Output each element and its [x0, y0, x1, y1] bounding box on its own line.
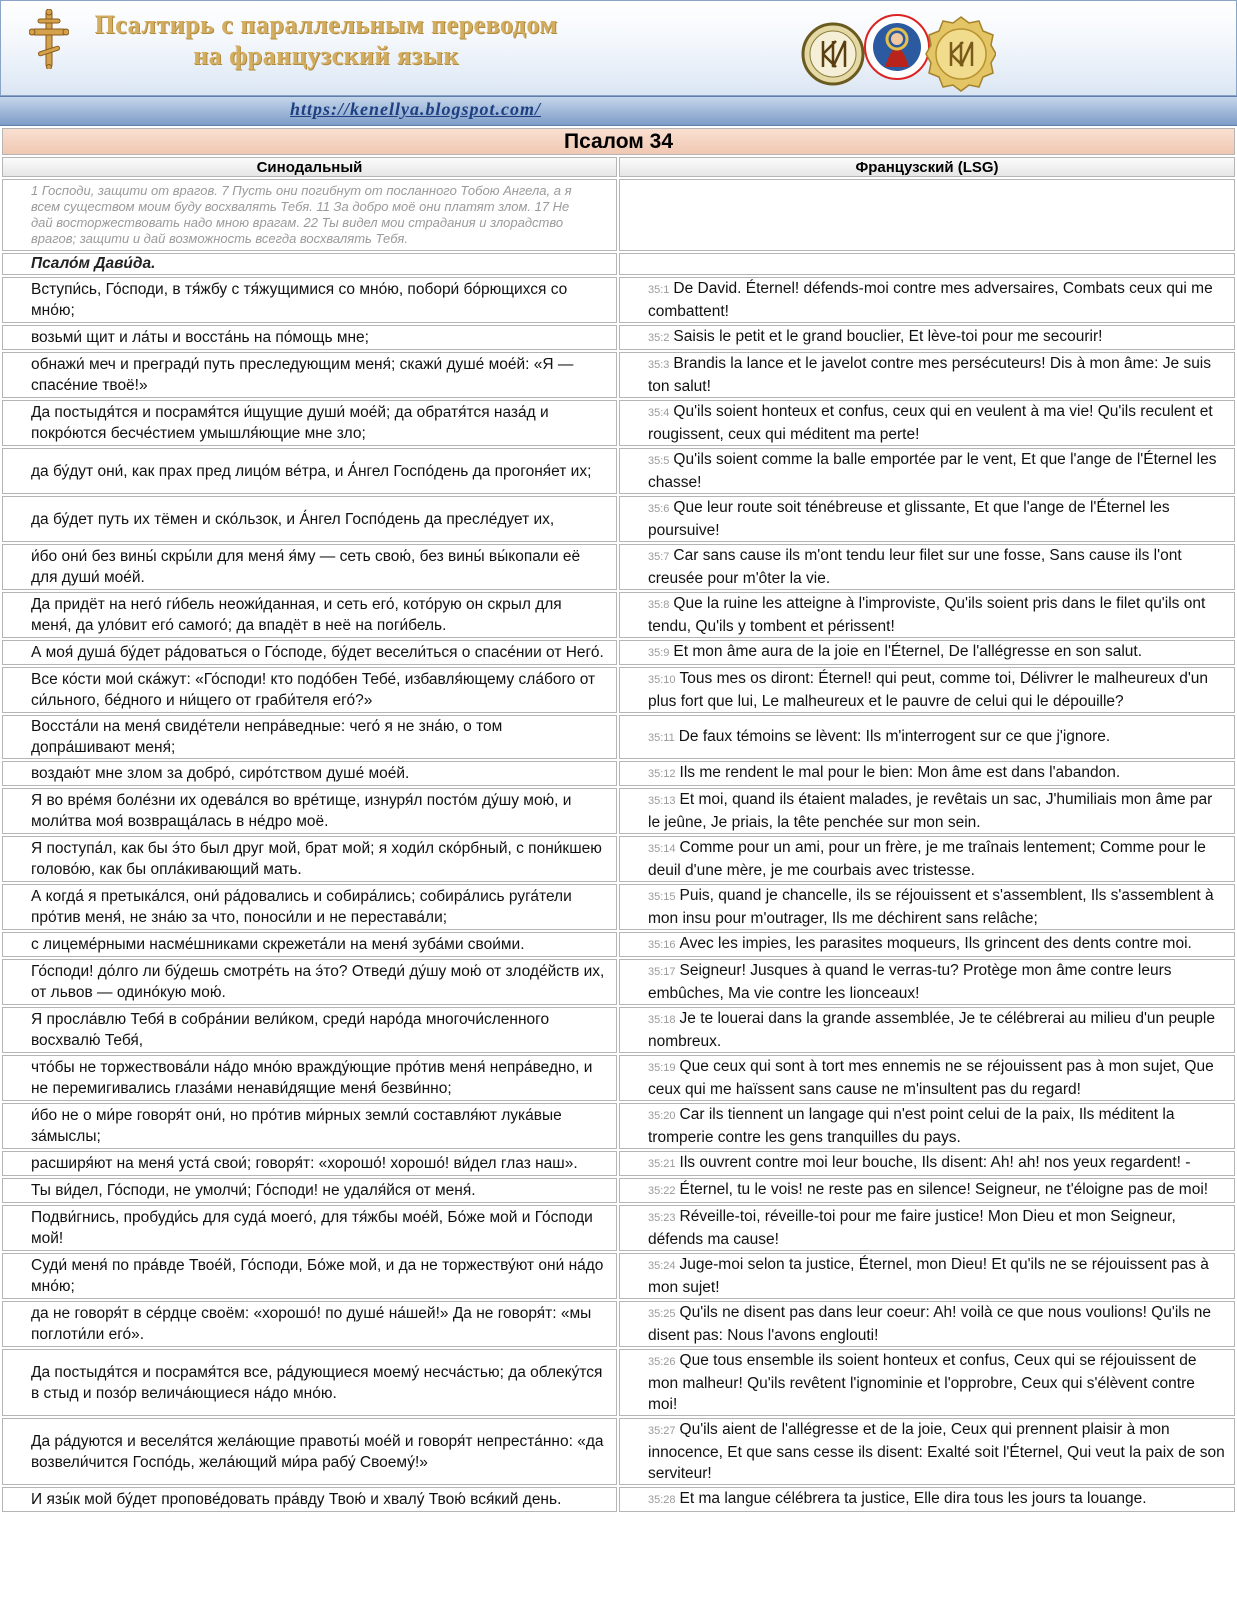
french-verse-cell: [619, 1349, 1235, 1416]
verse-number: 35:10: [648, 674, 676, 686]
verse-row: [2, 1178, 1235, 1203]
french-verse-cell: [619, 1301, 1235, 1347]
french-verse-text: Qu'ils ne disent pas dans leur coeur: Ah! voilà ce que nous voulions! Qu'ils ne disent pas: Nous l'avons englouti!: [648, 1304, 1212, 1344]
verse-row: [2, 1103, 1235, 1149]
verse-row: [2, 1007, 1235, 1053]
verse-row: [2, 277, 1235, 323]
verse-row: [2, 959, 1235, 1005]
french-verse-cell: [619, 592, 1235, 638]
french-verse-cell: [619, 1205, 1235, 1251]
psalm-superscription: Псало́м Дави́да.: [2, 253, 617, 275]
verse-number: 35:14: [648, 843, 676, 855]
verse-number: 35:5: [648, 455, 670, 467]
french-verse-text: Saisis le petit et le grand bouclier, Et lève-toi pour me secourir!: [673, 328, 1103, 345]
synodal-verse-text: Восста́ли на меня́ свиде́тели непра́ведные: чего́ я не зна́ю, о том допра́шивают меня́;: [2, 715, 617, 759]
synodal-verse-text: Я просла́влю Тебя́ в собра́нии вели́ком, среди́ наро́да многочи́сленного восхвалю́ Тебя́,: [2, 1007, 617, 1053]
french-verse-cell: [619, 761, 1235, 786]
french-verse-text: De David. Éternel! défends-moi contre mes adversaires, Combats ceux qui me combattent!: [648, 280, 1213, 320]
verse-row: [2, 448, 1235, 494]
verse-number: 35:6: [648, 503, 670, 515]
verse-number: 35:18: [648, 1014, 676, 1026]
verse-row: [2, 1418, 1235, 1485]
summary-row: [2, 179, 1235, 251]
french-verse-text: Ils me rendent le mal pour le bien: Mon âme est dans l'abandon.: [679, 764, 1121, 781]
verse-row: [2, 496, 1235, 542]
french-verse-cell: [619, 544, 1235, 590]
french-verse-cell: [619, 1253, 1235, 1299]
french-verse-text: Je te louerai dans la grande assemblée, Je te célébrerai au milieu d'un peuple nombreux.: [648, 1010, 1215, 1050]
verse-row: [2, 932, 1235, 957]
verse-row: [2, 640, 1235, 665]
french-verse-text: Juge-moi selon ta justice, Éternel, mon Dieu! Et qu'ils ne se réjouissent pas à mon sujet!: [648, 1256, 1209, 1296]
french-verse-text: Seigneur! Jusques à quand le verras-tu? Protège mon âme contre leurs embûches, Ma vie contre les lionceaux!: [648, 962, 1172, 1002]
verse-number: 35:4: [648, 407, 670, 419]
site-title: [91, 9, 561, 71]
psalm-body: [2, 179, 1235, 1512]
synodal-verse-text: воздаю́т мне злом за добро́, сиро́тством душе́ мое́й.: [2, 761, 617, 786]
verse-row: [2, 592, 1235, 638]
french-verse-cell: [619, 1178, 1235, 1203]
french-verse-text: Éternel, tu le vois! ne reste pas en silence! Seigneur, ne t'éloigne pas de moi!: [679, 1181, 1209, 1198]
verse-row: [2, 1301, 1235, 1347]
verse-number: 35:26: [648, 1356, 676, 1368]
blog-url-link[interactable]: https://kenellya.blogspot.com/: [290, 99, 541, 119]
verse-number: 35:13: [648, 795, 676, 807]
verse-row: [2, 884, 1235, 930]
column-header-french: Французский (LSG): [619, 157, 1235, 177]
verse-number: 35:11: [648, 731, 675, 744]
verse-row: [2, 1253, 1235, 1299]
verse-number: 35:9: [648, 647, 670, 659]
verse-number: 35:12: [648, 768, 676, 780]
verse-row: [2, 1349, 1235, 1416]
synodal-verse-text: и́бо они́ без вины́ скры́ли для меня́ я́му — сеть свою́, без вины́ вы́копали её для души́ мое́й.: [2, 544, 617, 590]
synodal-verse-text: расширя́ют на меня́ уста́ свои́; говоря́т: «хорошо́! хорошо́! ви́дел глаз наш».: [2, 1151, 617, 1176]
french-verse-cell: [619, 496, 1235, 542]
verse-number: 35:23: [648, 1212, 676, 1224]
synodal-verse-text: Все ко́сти мои́ ска́жут: «Го́споди! кто подо́бен Тебе́, избавля́ющему сла́бого от си́льного, бе́дного и ни́щего от граби́теля его́?»: [2, 667, 617, 713]
synodal-verse-text: Да постыдя́тся и посрамя́тся все, ра́дующиеся моему́ несча́стью; да облеку́тся в стыд и позо́р велича́ющиеся на́до мно́ю.: [2, 1349, 617, 1416]
verse-number: 35:22: [648, 1185, 676, 1197]
verse-row: [2, 1151, 1235, 1176]
synodal-verse-text: И язы́к мой бу́дет пропове́довать пра́вду Твою́ и хвалу́ Твою́ вся́кий день.: [2, 1487, 617, 1512]
french-verse-text: Que tous ensemble ils soient honteux et confus, Ceux qui se réjouissent de mon malheur! Qu'ils revêtent l'ignominie et l'opprobre, Ceux qui s'élèvent contre moi!: [648, 1352, 1197, 1413]
french-verse-cell: [619, 1151, 1235, 1176]
psalm-summary: 1 Господи, защити от врагов. 7 Пусть они погибнут от посланного Тобою Ангела, а я всем существом моим буду восхвалять Тебя. 11 За добро моё они платят злом. 17 Не дай восторжествовать надо мною врагам. 22 Ты видел мои страдания и злорадство врагов; защити и дай возможность всегда восхвалять Тебя.: [2, 179, 617, 251]
french-verse-text: Car sans cause ils m'ont tendu leur filet sur une fosse, Sans cause ils l'ont creusée pour m'ôter la vie.: [648, 547, 1182, 587]
french-verse-cell: [619, 325, 1235, 350]
verse-number: 35:21: [648, 1158, 676, 1170]
superscription-empty-cell: [619, 253, 1235, 275]
synodal-verse-text: А когда́ я претыка́лся, они́ ра́довались и собира́лись; собира́лись руга́тели про́тив меня́, не зна́ю за что, поноси́ли и не перестава́ли;: [2, 884, 617, 930]
french-verse-text: Tous mes os diront: Éternel! qui peut, comme toi, Délivrer le malheureux d'un plus fort que lui, Le malheureux et le pauvre de celui qui le dépouille?: [648, 670, 1209, 710]
synodal-verse-text: Да ра́дуются и веселя́тся жела́ющие правоты́ мое́й и говоря́т непреста́нно: «да возвели́чится Госпо́дь, жела́ющий ми́ра рабу́ Своему́!»: [2, 1418, 617, 1485]
french-verse-cell: [619, 959, 1235, 1005]
french-verse-text: Avec les impies, les parasites moqueurs, Ils grincent des dents contre moi.: [679, 935, 1192, 952]
verse-row: [2, 761, 1235, 786]
french-verse-cell: [619, 1007, 1235, 1053]
verse-number: 35:17: [648, 966, 676, 978]
french-verse-cell: [619, 884, 1235, 930]
verse-number: 35:24: [648, 1260, 676, 1272]
summary-empty-cell: [619, 179, 1235, 251]
french-verse-text: Réveille-toi, réveille-toi pour me faire justice! Mon Dieu et mon Seigneur, défends ma cause!: [648, 1208, 1176, 1248]
synodal-verse-text: А моя́ душа́ бу́дет ра́доваться о Го́споде, бу́дет весели́ться о спасе́нии от Него́.: [2, 640, 617, 665]
french-verse-text: Puis, quand je chancelle, ils se réjouissent et s'assemblent, Ils s'assemblent à mon insu pour m'outrager, Ils me déchirent sans relâche;: [648, 887, 1214, 927]
french-verse-cell: [619, 1487, 1235, 1512]
french-verse-text: Que la ruine les atteigne à l'improviste, Qu'ils soient pris dans le filet qu'ils ont tendu, Qu'ils y tombent et périssent!: [648, 595, 1206, 635]
french-verse-cell: [619, 277, 1235, 323]
verse-number: 35:7: [648, 551, 670, 563]
site-title-line-1: Псалтирь с параллельным переводом: [94, 10, 558, 39]
verse-row: [2, 836, 1235, 882]
french-verse-text: Et ma langue célébrera ta justice, Elle dira tous les jours ta louange.: [679, 1490, 1147, 1507]
french-verse-cell: [619, 448, 1235, 494]
verse-row: [2, 667, 1235, 713]
synodal-verse-text: Подви́гнись, пробуди́сь для суда́ моего́, для тя́жбы мое́й, Бо́же мой и Го́споди мой!: [2, 1205, 617, 1251]
verse-row: [2, 325, 1235, 350]
psalm-table: [0, 126, 1237, 1514]
synodal-verse-text: Я во вре́мя боле́зни их одева́лся во вре́тище, изнуря́л посто́м ду́шу мою́, и моли́тва моя́ возвраща́лась в не́дро моё.: [2, 788, 617, 834]
verse-number: 35:2: [648, 332, 670, 344]
verse-row: [2, 544, 1235, 590]
french-verse-cell: [619, 667, 1235, 713]
verse-row: [2, 1055, 1235, 1101]
synodal-verse-text: и́бо не о ми́ре говоря́т они́, но про́тив ми́рных земли́ составля́ют лука́вые за́мыслы;: [2, 1103, 617, 1149]
french-verse-text: Brandis la lance et le javelot contre mes persécuteurs! Dis à mon âme: Je suis ton salut!: [648, 355, 1212, 395]
verse-row: [2, 352, 1235, 398]
french-verse-text: Qu'ils soient honteux et confus, ceux qui en veulent à ma vie! Qu'ils reculent et rougissent, ceux qui méditent ma perte!: [648, 403, 1213, 443]
synodal-verse-text: с лицеме́рными насме́шниками скрежета́ли на меня́ зуба́ми свои́ми.: [2, 932, 617, 957]
synodal-verse-text: возьми́ щит и ла́ты и восста́нь на по́мощь мне;: [2, 325, 617, 350]
synodal-verse-text: Го́споди! до́лго ли бу́дешь смотре́ть на э́то? Отведи́ ду́шу мою́ от злоде́йств их, от львов — одино́кую мою́.: [2, 959, 617, 1005]
french-verse-text: Et moi, quand ils étaient malades, je revêtais un sac, J'humiliais mon âme par le jeûne, Je priais, la tête penchée sur mon sein.: [648, 791, 1213, 831]
verse-number: 35:27: [648, 1425, 676, 1437]
french-verse-text: Comme pour un ami, pour un frère, je me traînais lentement; Comme pour le deuil d'une mère, je me courbais avec tristesse.: [648, 839, 1206, 879]
french-verse-cell: [619, 788, 1235, 834]
french-verse-cell: [619, 836, 1235, 882]
synodal-verse-text: обнажи́ меч и прегради́ путь преследующим меня́; скажи́ душе́ мое́й: «Я — спасе́ние твоё!»: [2, 352, 617, 398]
site-header: [0, 0, 1237, 96]
kn-gold-medal-icon: [926, 17, 996, 91]
verse-row: [2, 1487, 1235, 1512]
french-verse-cell: [619, 352, 1235, 398]
synodal-verse-text: Да придёт на него́ ги́бель неожи́данная, и сеть его́, кото́рую он скрыл для меня́, да уло́вит его́ самого́; да впадёт в неё на поги́бель.: [2, 592, 617, 638]
verse-row: [2, 715, 1235, 759]
french-verse-cell: [619, 1418, 1235, 1485]
verse-row: [2, 1205, 1235, 1251]
french-verse-cell: [619, 640, 1235, 665]
psalm-content: [0, 126, 1237, 1514]
verse-row: [2, 788, 1235, 834]
french-verse-text: Car ils tiennent un langage qui n'est point celui de la paix, Ils méditent la tromperie contre les gens tranquilles du pays.: [648, 1106, 1175, 1146]
theotokos-icon: [865, 15, 929, 79]
verse-number: 35:20: [648, 1110, 676, 1122]
kn-medal-icon: [803, 24, 863, 84]
orthodox-cross-icon: [29, 9, 69, 69]
french-verse-text: Qu'ils soient comme la balle emportée par le vent, Et que l'ange de l'Éternel les chasse!: [648, 451, 1217, 491]
url-bar: [0, 96, 1237, 126]
superscription-row: [2, 253, 1235, 275]
site-title-line-2: на французский язык: [193, 41, 459, 70]
verse-number: 35:16: [648, 939, 676, 951]
verse-number: 35:19: [648, 1062, 676, 1074]
french-verse-cell: [619, 1055, 1235, 1101]
verse-number: 35:15: [648, 891, 676, 903]
verse-number: 35:8: [648, 599, 670, 611]
synodal-verse-text: Ты ви́дел, Го́споди, не умолчи́; Го́споди! не удаля́йся от меня́.: [2, 1178, 617, 1203]
synodal-verse-text: Да постыдя́тся и посрамя́тся и́щущие души́ мое́й; да обратя́тся наза́д и покро́ются бесче́стием умышля́ющие мне зло;: [2, 400, 617, 446]
french-verse-text: Que leur route soit ténébreuse et glissante, Et que l'ange de l'Éternel les poursuive!: [648, 499, 1170, 539]
psalm-title: Псалом 34: [2, 128, 1235, 155]
french-verse-text: Qu'ils aient de l'allégresse et de la joie, Ceux qui prennent plaisir à mon innocence, Et que sans cesse ils disent: Exalté soit l'Éternel, Qui veut la paix de son serviteur!: [648, 1421, 1225, 1482]
verse-number: 35:25: [648, 1308, 676, 1320]
verse-row: [2, 400, 1235, 446]
column-header-synodal: Синодальный: [2, 157, 617, 177]
synodal-verse-text: да бу́дут они́, как прах пред лицо́м ве́тра, и А́нгел Госпо́день да прогоня́ет их;: [2, 448, 617, 494]
french-verse-cell: [619, 715, 1235, 759]
synodal-verse-text: Я поступа́л, как бы э́то был друг мой, брат мой; я ходи́л ско́рбный, с пони́кшею голово́ю, как бы опла́кивающий мать.: [2, 836, 617, 882]
french-verse-cell: [619, 932, 1235, 957]
medals-logo: [801, 9, 996, 93]
french-verse-cell: [619, 1103, 1235, 1149]
synodal-verse-text: что́бы не торжествова́ли на́до мно́ю вражду́ющие про́тив меня́ непра́ведно, и не перемигивались глаза́ми ненави́дящие меня́ безви́нно;: [2, 1055, 617, 1101]
french-verse-text: Que ceux qui sont à tort mes ennemis ne se réjouissent pas à mon sujet, Que ceux qui me haïssent sans cause ne m'insultent pas du regard!: [648, 1058, 1214, 1098]
french-verse-text: Ils ouvrent contre moi leur bouche, Ils disent: Ah! ah! nos yeux regardent! -: [679, 1154, 1191, 1171]
synodal-verse-text: да не говоря́т в се́рдце своём: «хорошо́! по душе́ на́шей!» Да не говоря́т: «мы поглоти́ли его́».: [2, 1301, 617, 1347]
french-verse-text: De faux témoins se lèvent: Ils m'interrogent sur ce que j'ignore.: [678, 727, 1111, 745]
french-verse-text: Et mon âme aura de la joie en l'Éternel, De l'allégresse en son salut.: [673, 643, 1143, 660]
verse-number: 35:3: [648, 359, 670, 371]
synodal-verse-text: Суди́ меня́ по пра́вде Твое́й, Го́споди, Бо́же мой, и да не торжеству́ют они́ на́до мно́ю;: [2, 1253, 617, 1299]
synodal-verse-text: да бу́дет путь их тёмен и ско́льзок, и А́нгел Госпо́день да пресле́дует их,: [2, 496, 617, 542]
synodal-verse-text: Вступи́сь, Го́споди, в тя́жбу с тя́жущимися со мно́ю, побори́ бо́рющихся со мно́ю;: [2, 277, 617, 323]
french-verse-cell: [619, 400, 1235, 446]
verse-number: 35:1: [648, 284, 670, 296]
verse-number: 35:28: [648, 1494, 676, 1506]
